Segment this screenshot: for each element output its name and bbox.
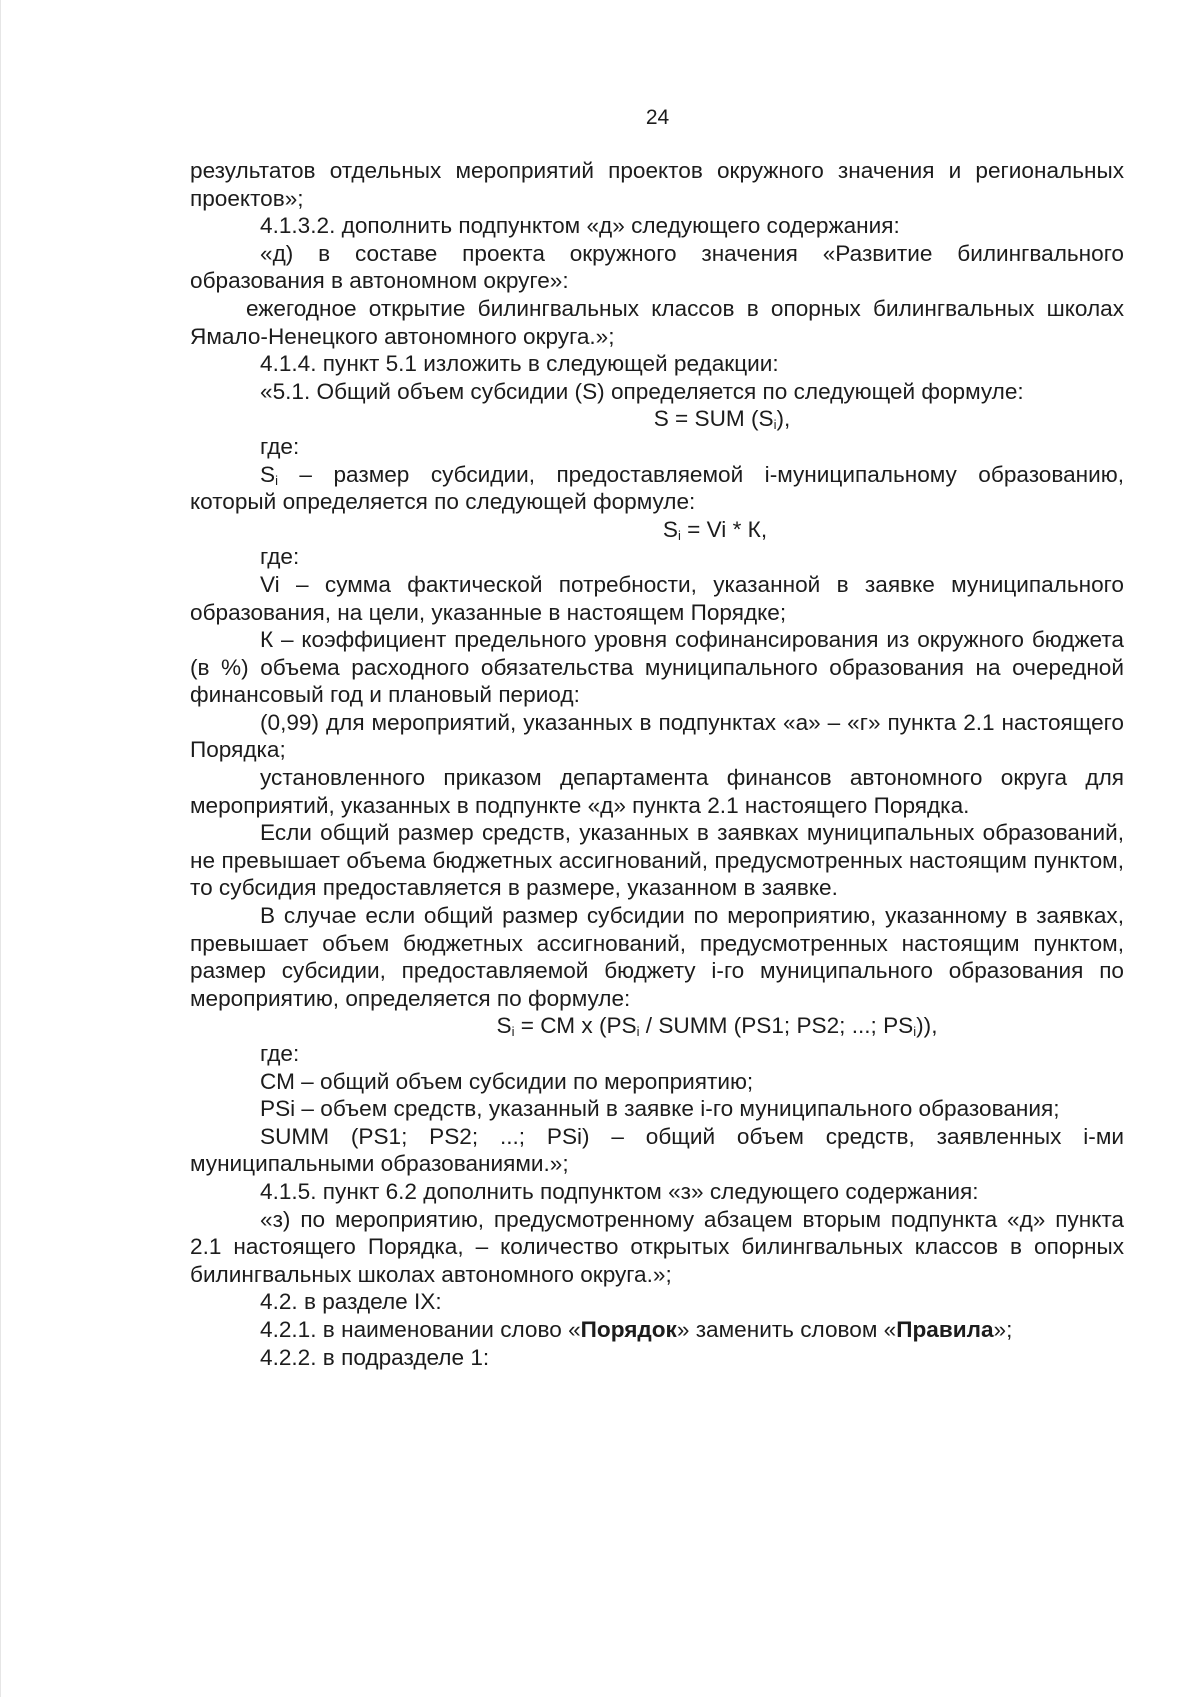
paragraph: 4.1.5. пункт 6.2 дополнить подпунктом «з» следующего содержания: (260, 1178, 979, 1204)
paragraph: PSi – объем средств, указанный в заявке i-го муниципального образования; (260, 1096, 1060, 1122)
paragraph: SUMM (PS1; PS2; ...; PSi) – общий объем средств, заявленных i-ми муниципальными образованиями.»; (190, 1123, 1124, 1177)
paragraph: Если общий размер средств, указанных в заявках муниципальных образований, не превышает объема бюджетных ассигнований, предусмотренных настоящим пунктом, то субсидия предоставляется в размере, указанном в заявке. (190, 820, 1124, 901)
where-label: где: (260, 1041, 300, 1066)
where-label: где: (260, 433, 300, 459)
paragraph: К – коэффициент предельного уровня софинансирования из окружного бюджета (в %) объема расходного обязательства муниципального образования на очередной финансовый год и плановый период: (190, 627, 1124, 708)
paragraph: СМ – общий объем субсидии по мероприятию; (260, 1068, 754, 1094)
paragraph: 4.2. в разделе IX: (260, 1289, 442, 1315)
paragraph: «з) по мероприятию, предусмотренному абзацем вторым подпункта «д» пункта 2.1 настоящего Порядка, – количество открытых билингвальных классов в опорных билингвальных школах автономного округа.»; (190, 1206, 1124, 1287)
where-label: где: (260, 544, 300, 570)
bold-word-old: Порядок (580, 1316, 677, 1342)
paragraph: (0,99) для мероприятий, указанных в подпунктах «а» – «г» пункта 2.1 настоящего Порядка; (190, 709, 1124, 763)
paragraph: В случае если общий размер субсидии по мероприятию, указанному в заявках, превышает объем бюджетных ассигнований, предусмотренных настоящим пунктом, размер субсидии, предоставляемой бюджету i-го муниципального образования по мероприятию, определяется по формуле: (190, 903, 1124, 1011)
paragraph: 4.1.3.2. дополнить подпунктом «д» следующего содержания: (260, 213, 900, 239)
paragraph: 4.1.4. пункт 5.1 изложить в следующей редакции: (260, 351, 779, 377)
paragraph: $S_i$ – размер субсидии, предоставляемой i-муниципальному образованию, который определяется по следующей формуле: (190, 461, 1124, 515)
document-body (190, 157, 1124, 1371)
bold-word-new: Правила (896, 1316, 994, 1342)
page-number: 24 (645, 106, 670, 129)
paragraph: ежегодное открытие билингвальных классов в опорных билингвальных школах Ямало-Ненецкого автономного округа.»; (190, 295, 1124, 349)
paragraph: результатов отдельных мероприятий проектов окружного значения и региональных проектов»; (190, 158, 1124, 211)
paragraph: «д) в составе проекта окружного значения «Развитие билингвального образования в автономном округе»: (190, 240, 1124, 294)
formula-total-subsidy: S = SUM $(S_i)$, (653, 406, 791, 433)
paragraph: 4.2.1. в наименовании слово «Порядок» заменить словом «Правила»; (260, 1316, 1013, 1342)
paragraph: 4.2.2. в подразделе 1: (260, 1344, 490, 1370)
paragraph: «5.1. Общий объем субсидии (S) определяется по следующей формуле: (260, 378, 1024, 404)
formula-subsidy-i: $S_i = Vi * К$, (662, 516, 768, 543)
formula-subsidy-cm: $S_i$ = СМ х ($PS_i$ / SUMM (PS1; PS2; ...; $PS_i$)), (496, 1013, 938, 1040)
paragraph: Vi – сумма фактической потребности, указанной в заявке муниципального образования, на цели, указанные в настоящем Порядке; (190, 571, 1124, 625)
paragraph: установленного приказом департамента финансов автономного округа для мероприятий, указанных в подпункте «д» пункта 2.1 настоящего Порядка. (190, 765, 1124, 818)
